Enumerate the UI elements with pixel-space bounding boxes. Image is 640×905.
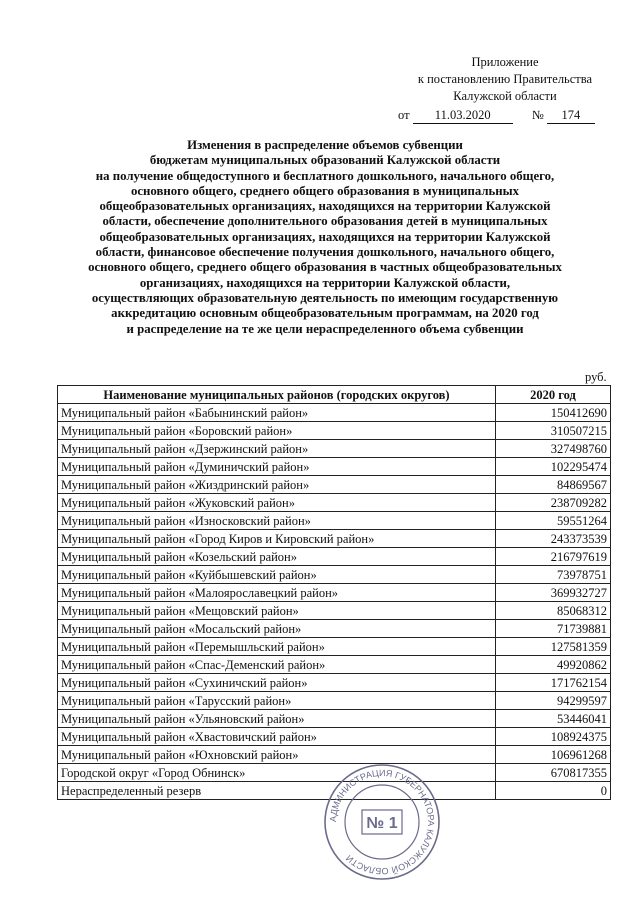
municipality-name-cell: Муниципальный район «Козельский район» bbox=[58, 548, 496, 566]
column-header-year: 2020 год bbox=[496, 386, 611, 404]
table-row bbox=[58, 512, 611, 530]
municipality-name-cell: Городской округ «Город Обнинск» bbox=[58, 764, 496, 782]
table-row bbox=[58, 746, 611, 764]
title-line: на получение общедоступного и бесплатного дошкольного, начального общего, bbox=[95, 168, 555, 183]
municipality-name-cell: Нераспределенный резерв bbox=[58, 782, 496, 800]
title-line: осуществляющих образовательную деятельность по имеющим государственную bbox=[91, 290, 559, 305]
municipality-name-cell: Муниципальный район «Город Киров и Кировский район» bbox=[58, 530, 496, 548]
municipality-name-cell: Муниципальный район «Хвастовичский район» bbox=[58, 728, 496, 746]
municipality-name-cell: Муниципальный район «Сухиничский район» bbox=[58, 674, 496, 692]
table-row bbox=[58, 710, 611, 728]
amount-cell: 94299597 bbox=[496, 692, 611, 710]
title-line: области, обеспечение дополнительного образования детей в муниципальных bbox=[102, 214, 548, 229]
table-row bbox=[58, 494, 611, 512]
municipality-name-cell: Муниципальный район «Малоярославецкий район» bbox=[58, 584, 496, 602]
table-row bbox=[58, 440, 611, 458]
seal-ring-text: АДМИНИСТРАЦИЯ ГУБЕРНАТОРА КАЛУЖСКОЙ ОБЛАСТИ bbox=[327, 767, 437, 877]
title-line: аккредитацию основным общеобразовательным программам, на 2020 год bbox=[111, 306, 539, 321]
municipality-name-cell: Муниципальный район «Жуковский район» bbox=[58, 494, 496, 512]
title-line: организациях, находящихся на территории Калужской области, bbox=[139, 275, 511, 290]
municipality-name-cell: Муниципальный район «Думиничский район» bbox=[58, 458, 496, 476]
amount-cell: 73978751 bbox=[496, 566, 611, 584]
municipality-name-cell: Муниципальный район «Боровский район» bbox=[58, 422, 496, 440]
amount-cell: 127581359 bbox=[496, 638, 611, 656]
table-header-row bbox=[58, 386, 611, 404]
municipality-name-cell: Муниципальный район «Куйбышевский район» bbox=[58, 566, 496, 584]
table-row bbox=[58, 656, 611, 674]
amount-cell: 171762154 bbox=[496, 674, 611, 692]
appendix-header bbox=[380, 54, 630, 105]
title-line: бюджетам муниципальных образований Калужской области bbox=[149, 153, 501, 168]
allocation-table bbox=[57, 385, 611, 800]
amount-cell: 49920862 bbox=[496, 656, 611, 674]
amount-cell: 216797619 bbox=[496, 548, 611, 566]
table-row bbox=[58, 674, 611, 692]
municipality-name-cell: Муниципальный район «Мещовский район» bbox=[58, 602, 496, 620]
table-row bbox=[58, 530, 611, 548]
table-row bbox=[58, 692, 611, 710]
municipality-name-cell: Муниципальный район «Мосальский район» bbox=[58, 620, 496, 638]
title-line: Изменения в распределение объемов субвенции bbox=[187, 138, 463, 152]
title-line: области, финансовое обеспечение получения дошкольного, начального общего, bbox=[95, 245, 555, 260]
municipality-name-cell: Муниципальный район «Бабынинский район» bbox=[58, 404, 496, 422]
municipality-name-cell: Муниципальный район «Перемышльский район» bbox=[58, 638, 496, 656]
amount-cell: 106961268 bbox=[496, 746, 611, 764]
amount-cell: 102295474 bbox=[496, 458, 611, 476]
table-body bbox=[58, 404, 611, 800]
table-row bbox=[58, 566, 611, 584]
table-row bbox=[58, 584, 611, 602]
currency-unit: руб. bbox=[585, 370, 607, 384]
title-line: и распределение на те же цели нераспределенного объема субвенции bbox=[126, 321, 524, 336]
amount-cell: 53446041 bbox=[496, 710, 611, 728]
municipality-name-cell: Муниципальный район «Жиздринский район» bbox=[58, 476, 496, 494]
title-line: основного общего, среднего общего образования в муниципальных bbox=[130, 183, 520, 198]
official-seal bbox=[322, 762, 442, 882]
table-row bbox=[58, 422, 611, 440]
amount-cell: 369932727 bbox=[496, 584, 611, 602]
amount-cell: 327498760 bbox=[496, 440, 611, 458]
title-line: основного общего, среднего общего образования в частных общеобразовательных bbox=[88, 260, 562, 275]
appendix-region: Калужской области bbox=[453, 89, 557, 103]
table-row bbox=[58, 728, 611, 746]
amount-cell: 85068312 bbox=[496, 602, 611, 620]
appendix-resolution: к постановлению Правительства bbox=[417, 72, 593, 86]
table-row bbox=[58, 404, 611, 422]
amount-cell: 310507215 bbox=[496, 422, 611, 440]
appendix-date: 11.03.2020 bbox=[413, 107, 513, 124]
title-line: общеобразовательных организациях, находящихся на территории Калужской bbox=[99, 199, 551, 214]
table-row bbox=[58, 638, 611, 656]
number-sign: № bbox=[531, 108, 544, 122]
municipality-name-cell: Муниципальный район «Спас-Деменский район» bbox=[58, 656, 496, 674]
amount-cell: 84869567 bbox=[496, 476, 611, 494]
date-prefix: от bbox=[398, 108, 410, 122]
amount-cell: 150412690 bbox=[496, 404, 611, 422]
appendix-number: 174 bbox=[547, 107, 595, 124]
table-row bbox=[58, 602, 611, 620]
table-row bbox=[58, 620, 611, 638]
table-row bbox=[58, 548, 611, 566]
column-header-name: Наименование муниципальных районов (городских округов) bbox=[58, 386, 496, 404]
municipality-name-cell: Муниципальный район «Дзержинский район» bbox=[58, 440, 496, 458]
amount-cell: 108924375 bbox=[496, 728, 611, 746]
table-row bbox=[58, 476, 611, 494]
amount-cell: 238709282 bbox=[496, 494, 611, 512]
municipality-name-cell: Муниципальный район «Износковский район» bbox=[58, 512, 496, 530]
amount-cell: 71739881 bbox=[496, 620, 611, 638]
document-title bbox=[40, 138, 610, 337]
amount-cell: 670817355 bbox=[496, 764, 611, 782]
appendix-date-line bbox=[398, 107, 618, 124]
amount-cell: 0 bbox=[496, 782, 611, 800]
municipality-name-cell: Муниципальный район «Юхновский район» bbox=[58, 746, 496, 764]
table-row bbox=[58, 458, 611, 476]
seal-number: № 1 bbox=[366, 815, 398, 832]
title-line: общеобразовательных организациях, находящихся на территории Калужской bbox=[99, 229, 551, 244]
amount-cell: 59551264 bbox=[496, 512, 611, 530]
amount-cell: 243373539 bbox=[496, 530, 611, 548]
appendix-label: Приложение bbox=[471, 55, 539, 69]
municipality-name-cell: Муниципальный район «Тарусский район» bbox=[58, 692, 496, 710]
municipality-name-cell: Муниципальный район «Ульяновский район» bbox=[58, 710, 496, 728]
